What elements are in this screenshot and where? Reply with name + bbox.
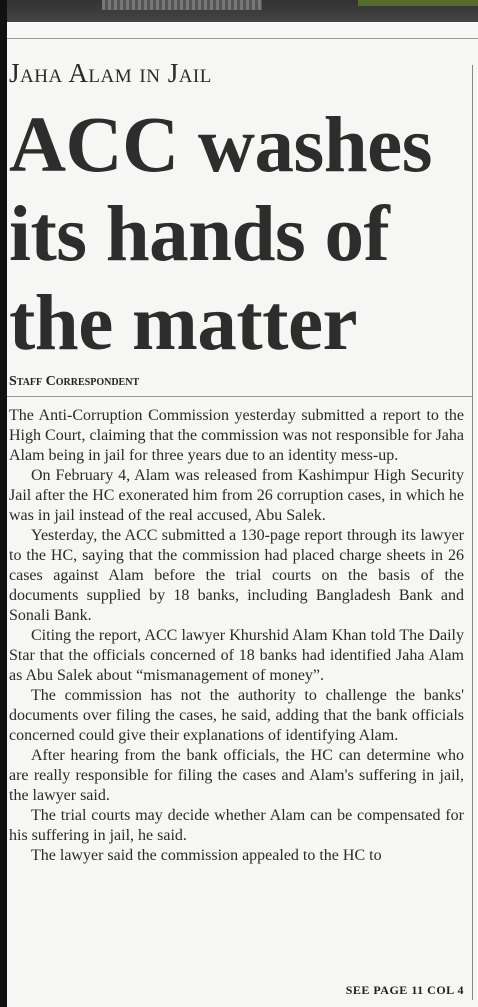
banner-pattern: [102, 0, 262, 10]
article-paragraph: The trial courts may decide whether Alam can be compensated for his suffering in jail, he said.: [9, 807, 464, 844]
article-paragraph: After hearing from the bank officials, the HC can determine who are really responsible for filing the cases and Alam's suffering in jail, the lawyer said.: [9, 747, 464, 804]
article-paragraph: The Anti-Corruption Commission yesterday submitted a report to the High Court, claiming that the commission was not responsible for Jaha Alam being in jail for three years due to an identity mess-up.: [9, 407, 464, 464]
page-left-edge: [0, 0, 7, 1007]
article-paragraph: On February 4, Alam was released from Kashimpur High Security Jail after the HC exonerated him from 26 corruption cases, in which he was in jail instead of the real accused, Abu Salek.: [9, 467, 464, 524]
article-paragraph: Yesterday, the ACC submitted a 130-page report through its lawyer to the HC, saying that the commission had placed charge sheets in 26 cases against Alam before the trial courts on the basis of the documents supplied by 18 banks, including Bangladesh Bank and Sonali Bank.: [9, 527, 464, 624]
article-paragraph: The lawyer said the commission appealed to the HC to: [31, 847, 382, 864]
column-divider: [472, 65, 473, 1000]
top-banner-image: [7, 0, 478, 22]
article-paragraph: Citing the report, ACC lawyer Khurshid Alam Khan told The Daily Star that the officials concerned of 18 banks had identified Jaha Alam as Abu Salek about “mismanagement of money”.: [9, 627, 464, 684]
article-byline: Staff Correspondent: [9, 374, 140, 389]
byline-divider: [7, 396, 472, 397]
article-headline: ACC washes its hands of the matter: [9, 102, 432, 367]
continuation-link[interactable]: SEE PAGE 11 COL 4: [345, 983, 464, 997]
article-kicker: Jaha Alam in Jail: [9, 58, 212, 88]
article-paragraph: The commission has not the authority to challenge the banks' documents over filing the cases, he said, adding that the bank officials concerned could give their explanations of identifying Alam.: [9, 687, 464, 744]
top-divider: [7, 38, 478, 39]
article-body: [9, 406, 464, 866]
banner-accent: [358, 0, 478, 6]
